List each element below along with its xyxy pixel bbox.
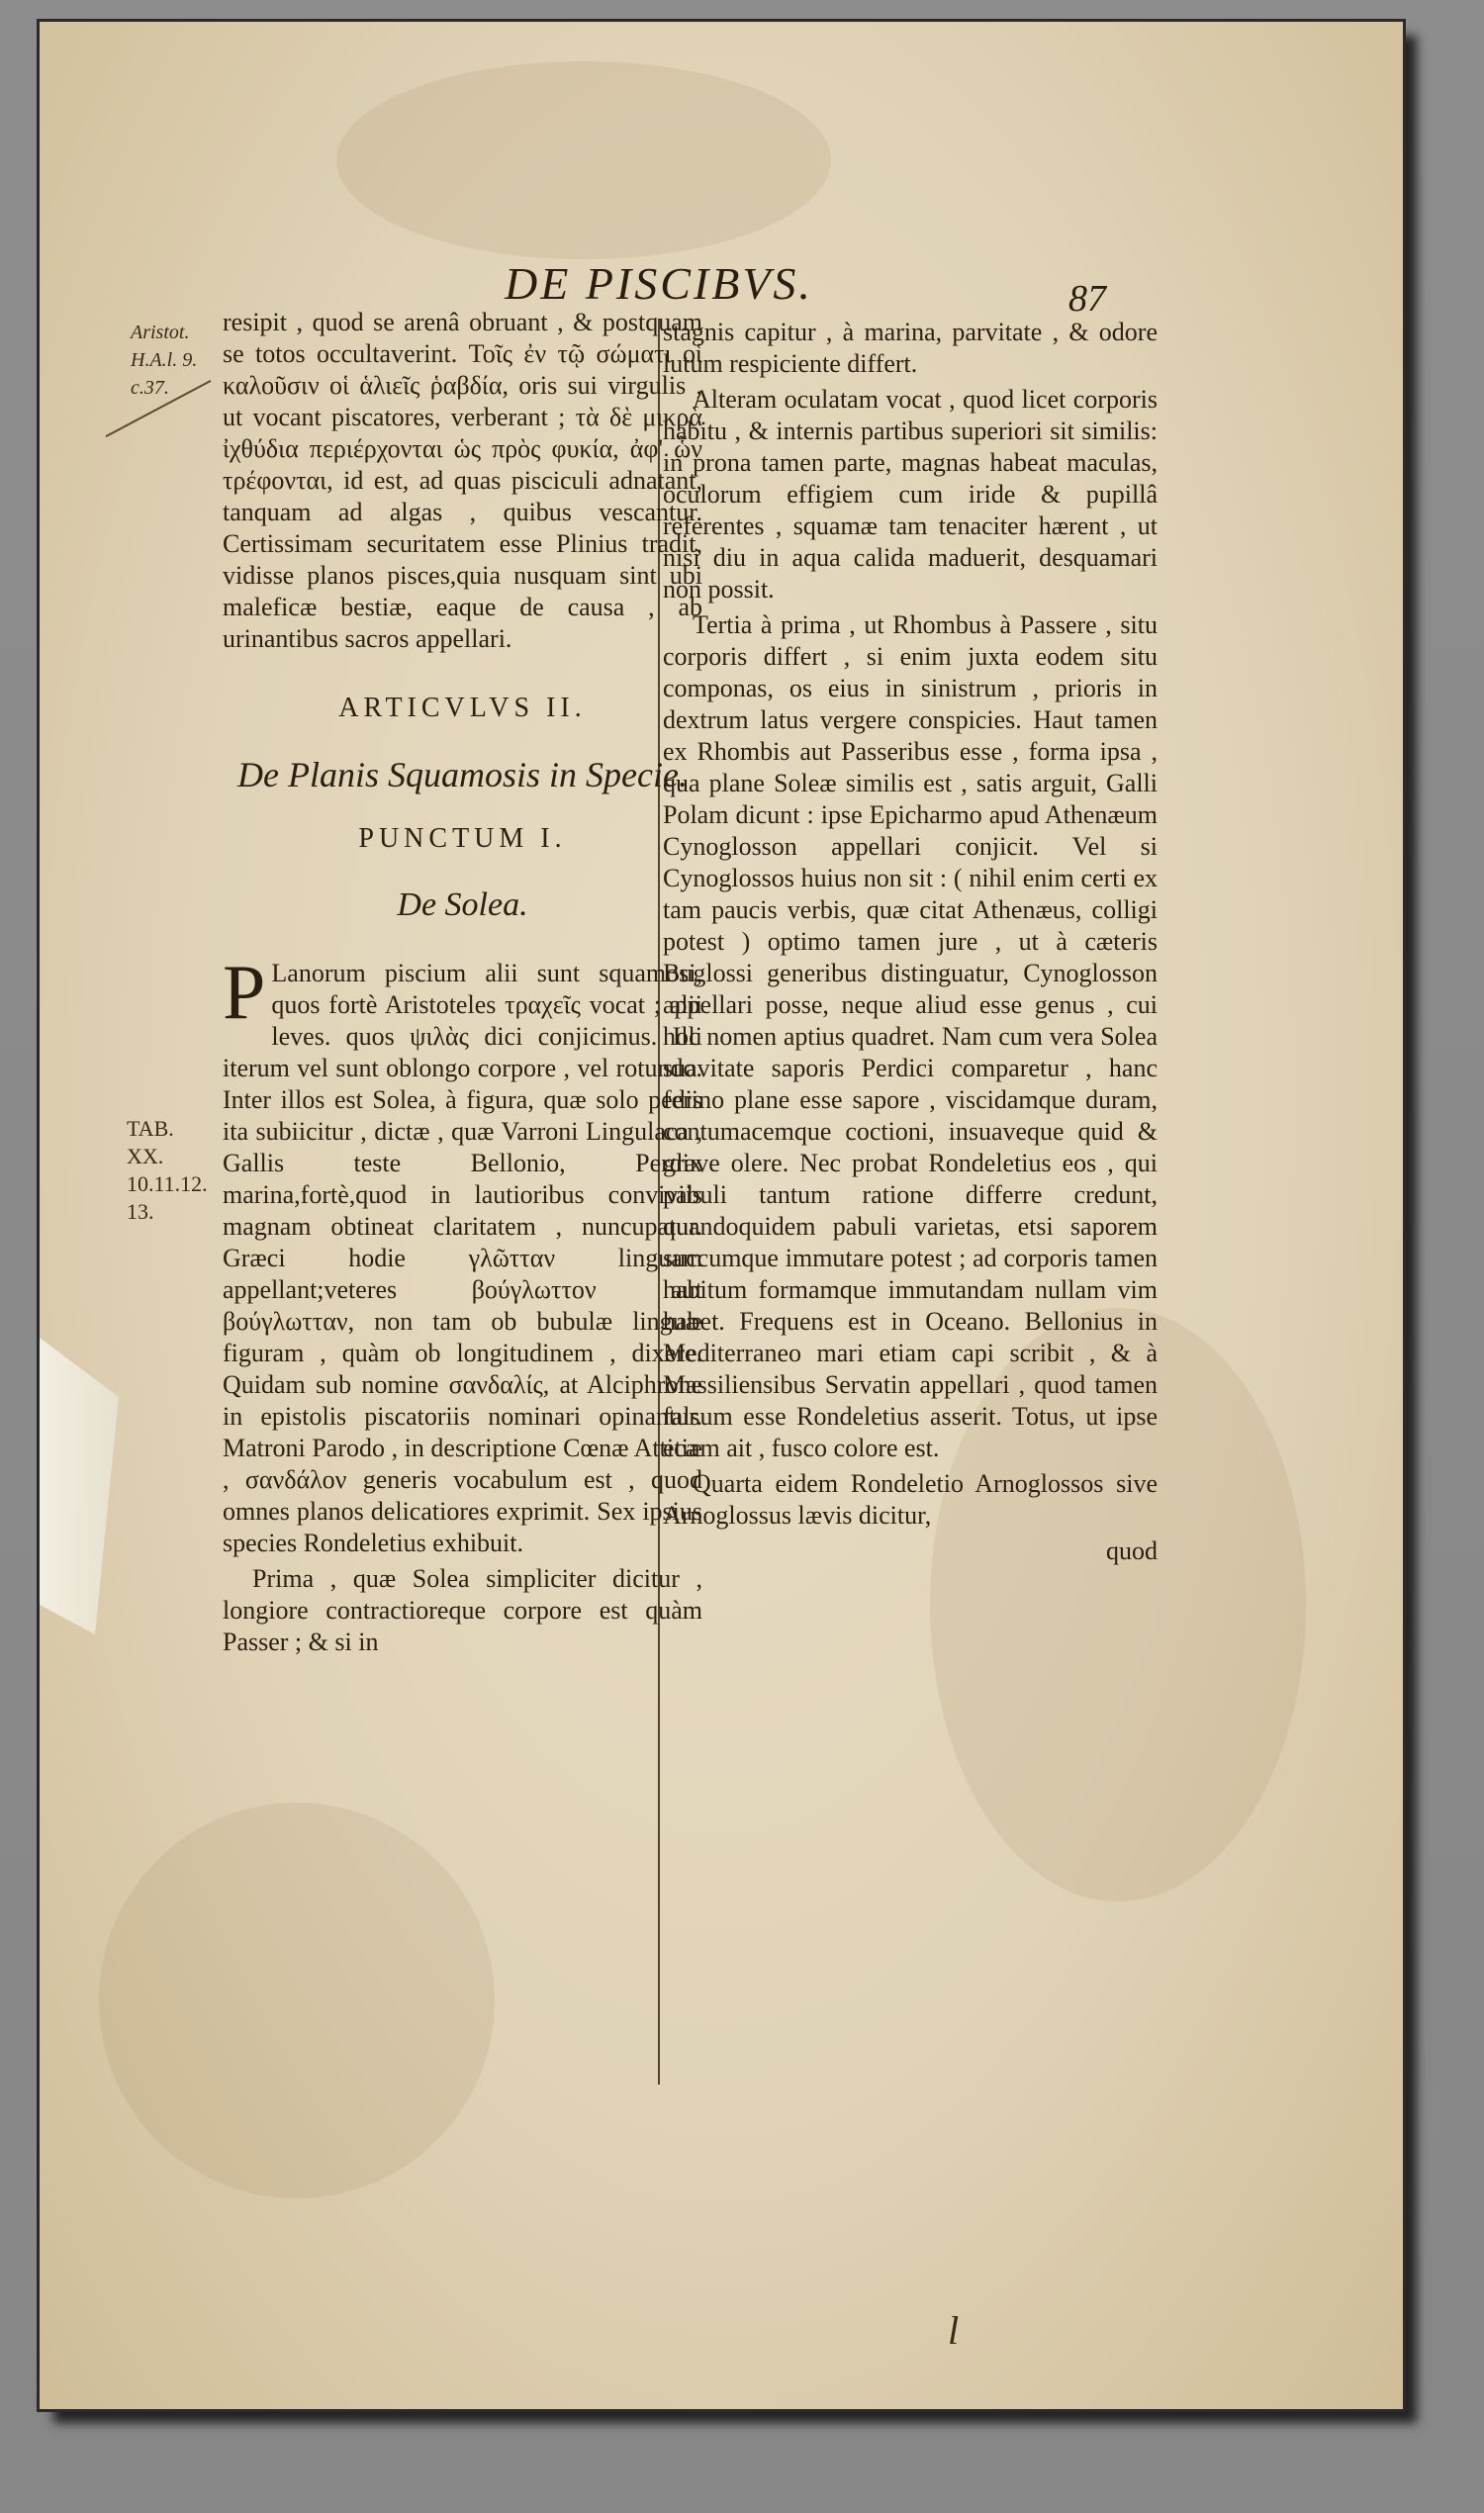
punctum-heading: PUNCTUM I. (358, 823, 567, 854)
right-column (663, 317, 1158, 1567)
paragraph: stagnis capitur , à marina, parvitate , & odore lutum respiciente differt. (663, 318, 1158, 378)
paragraph (223, 949, 702, 1559)
drop-cap: P (223, 949, 266, 1035)
margin-note-aristotle (131, 319, 197, 402)
margin-tab-reference (127, 1115, 208, 1226)
stain (336, 61, 831, 259)
paragraph: Tertia à prima , ut Rhombus à Passere , situ corporis differt , si enim juxta eodem situ componas, os eius in sinistrum , prioris in dextrum latus vergere conspicies. Haut tamen ex Rhombis aut Passeribus esse , forma ipsa , qua plane Soleæ similis est , satis arguit, Galli Polam dicunt : ipse Epicharmo apud Athenæum Cynoglosson appellari conjicit. Vel si Cynoglossos huius non sit : ( nihil enim certi ex tam paucis verbis, quæ citat Athenæus, colligi potest ) optimo tamen jure , ut à cæteris Buglossi generibus distinguatur, Cynoglosson appellari posse, neque aliud esse genus , cui hoc nomen aptius quadret. Nam cum vera Solea suavitate saporis Perdici comparetur , hanc ferino plane esse sapore , viscidamque duram, contumacemque coctioni, insuaveque quid & grave olere. Nec probat Rondeletius eos , qui pabuli tantum ratione differre credunt, quandoquidem pabuli varietas, etsi saporem succumque immutare potest ; ad corporis tamen habitum formamque immutandam nullam vim habet. Frequens est in Oceano. Bellonius in Mediterraneo mari etiam capi scribit , & à Massiliensibus Servatin appellari , quod tamen falsum esse Rondeletius asserit. Totus, ut ipse etiam ait , fusco colore est. (663, 610, 1158, 1462)
margin-note-line: c.37. (131, 377, 169, 399)
paragraph: resipit , quod se arenâ obruant , & postquam se totos occultaverint. Τοῖς ἐν τῷ σώματι οἱ καλοῦσιν οἱ ἁλιεῖς ῥαβδία, oris sui virgulis , ut vocant piscatores, verberant ; τὰ δὲ μικρὰ ἰχθύδια περιέρχονται ὡς πρὸς φυκία, ἀφ' ὧν τρέφονται, id est, ad quas pisciculi adnatant, tanquam ad algas , quibus vescantur. Certissimam securitatem esse Plinius tradit, vidisse planos pisces,quia nusquam sint ubi maleficæ bestiæ, eaque de causa , ab urinantibus sacros appellari. (223, 308, 702, 653)
margin-tab-line: 10.11.12. (127, 1171, 208, 1196)
paper-bookmark (40, 1338, 119, 1634)
paragraph: Prima , quæ Solea simpliciter dicitur , longiore contractioreque corpore est quàm Passer ; & si in (223, 1564, 702, 1656)
running-title: DE PISCIBVS. (505, 258, 813, 309)
ink-mark: l (948, 2308, 960, 2353)
catchword: quod (1106, 1536, 1158, 1565)
margin-note-line: Aristot. (131, 322, 190, 343)
margin-tab-line: XX. (127, 1144, 164, 1168)
paragraph: Alteram oculatam vocat , quod licet corporis habitu , & internis partibus superiori sit similis: in prona tamen parte, magnas habeat maculas, oculorum effigiem cum iride & pupillâ referentes , squamæ tam tenaciter hærent , ut nisi diu in aqua calida maduerit, desquamari non possit. (663, 385, 1158, 604)
section-heading: De Planis Squamosis in Specie. (237, 755, 688, 794)
margin-tab-line: TAB. (127, 1116, 174, 1141)
paragraph-text: Lanorum piscium alii sunt squamosi, quos fortè Aristoteles τραχεῖς vocat ; alii leves. quos ψιλὰς dici conjicimus. Illi iterum vel sunt oblongo corpore , vel rotundo. Inter illos est Solea, à figura, quæ solo pedis ita subiicitur , dictæ , quæ Varroni Lingulaca , Gallis teste Bellonio, Perdix marina,fortè,quod in lautioribus conviviis magnam obtineat claritatem , nuncupatur. Græci hodie γλῶτταν linguam appellant;veteres βούγλωττον aut βούγλωτταν, non tam ob bubulæ linguæ figuram , quàm ob longitudinem , dixere. Quidam sub nomine σανδαλίς, at Alciphrone in epistolis piscatoriis nominari opinantur. Matroni Parodo , in descriptione Cœnæ Atticæ , σανδάλον generis vocabulum est , quod omnes planos delicatiores exprimit. Sex ipsius species Rondeletius exhibuit. (223, 959, 702, 1557)
page-number: 87 (1068, 278, 1106, 320)
subsection-heading: De Solea. (397, 886, 528, 923)
book-page (40, 22, 1403, 2409)
left-column (223, 307, 702, 1662)
stain (99, 1803, 495, 2198)
paragraph: Quarta eidem Rondeletio Arnoglossos sive Arnoglossus lævis dicitur, (663, 1469, 1158, 1530)
margin-note-line: H.A.l. 9. (131, 349, 198, 371)
article-heading: ARTICVLVS II. (338, 693, 587, 723)
margin-tab-line: 13. (127, 1199, 154, 1224)
